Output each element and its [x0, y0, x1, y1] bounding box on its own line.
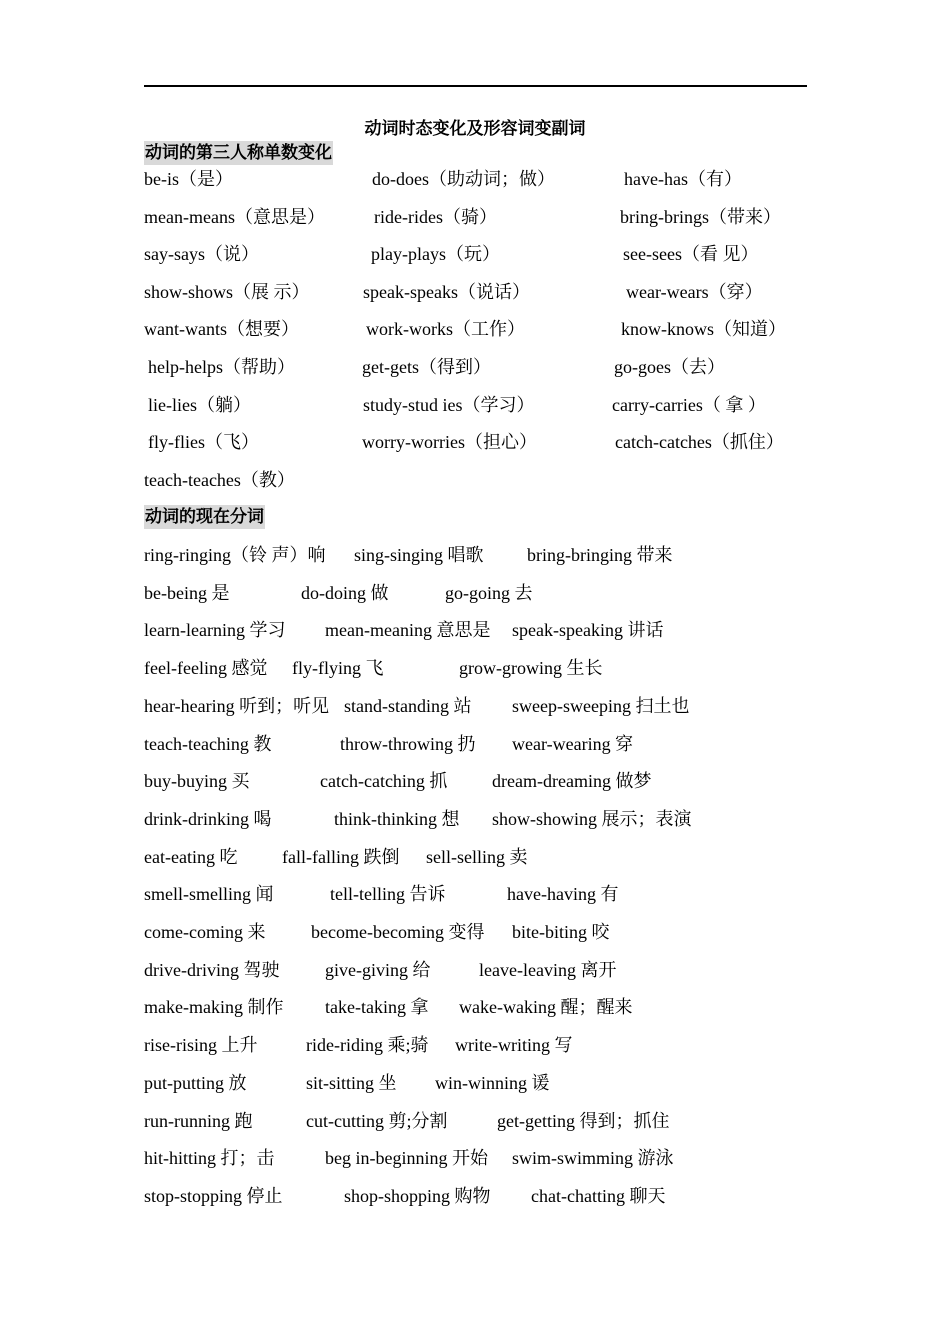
word-entry: fall-falling 跌倒 — [282, 847, 400, 867]
section-heading-present-participle: 动词的现在分词 — [145, 507, 264, 527]
word-entry: eat-eating 吃 — [144, 847, 238, 867]
word-entry: go-going 去 — [445, 583, 533, 603]
word-entry: sweep-sweeping 扫土也 — [512, 696, 690, 716]
word-entry: have-has（有） — [624, 169, 742, 189]
word-entry: make-making 制作 — [144, 997, 284, 1017]
word-entry: say-says（说） — [144, 244, 259, 264]
word-entry: teach-teaching 教 — [144, 734, 272, 754]
word-entry: rise-rising 上升 — [144, 1035, 258, 1055]
word-entry: be-is（是） — [144, 169, 233, 189]
word-entry: mean-meaning 意思是 — [325, 620, 491, 640]
word-entry: stand-standing 站 — [344, 696, 472, 716]
section-heading-third-person: 动词的第三人称单数变化 — [145, 143, 332, 163]
word-entry: see-sees（看 见） — [623, 244, 759, 264]
word-entry: bite-biting 咬 — [512, 922, 610, 942]
word-entry: wear-wearing 穿 — [512, 734, 634, 754]
word-entry: write-writing 写 — [455, 1035, 573, 1055]
word-entry: become-becoming 变得 — [311, 922, 485, 942]
word-entry: hit-hitting 打；击 — [144, 1148, 275, 1168]
word-entry: get-getting 得到；抓住 — [497, 1111, 670, 1131]
word-entry: put-putting 放 — [144, 1073, 247, 1093]
word-entry: get-gets（得到） — [362, 357, 491, 377]
word-entry: mean-means（意思是） — [144, 207, 325, 227]
word-entry: work-works（工作） — [366, 319, 525, 339]
document-title: 动词时态变化及形容词变副词 — [364, 119, 586, 139]
word-entry: catch-catches（抓住） — [615, 432, 784, 452]
word-entry: feel-feeling 感觉 — [144, 658, 268, 678]
word-entry: sing-singing 唱歌 — [354, 545, 484, 565]
word-entry: drive-driving 驾驶 — [144, 960, 280, 980]
header-rule — [144, 85, 807, 87]
word-entry: fly-flying 飞 — [292, 658, 384, 678]
word-entry: fly-flies（飞） — [148, 432, 259, 452]
word-entry: stop-stopping 停止 — [144, 1186, 283, 1206]
word-entry: hear-hearing 听到；听见 — [144, 696, 330, 716]
word-entry: grow-growing 生长 — [459, 658, 603, 678]
word-entry: come-coming 来 — [144, 922, 266, 942]
word-entry: catch-catching 抓 — [320, 771, 448, 791]
word-entry: wake-waking 醒；醒来 — [459, 997, 633, 1017]
word-entry: study-stud ies（学习） — [363, 395, 535, 415]
word-entry: do-doing 做 — [301, 583, 389, 603]
word-entry: have-having 有 — [507, 884, 619, 904]
word-entry: play-plays（玩） — [371, 244, 500, 264]
word-entry: run-running 跑 — [144, 1111, 253, 1131]
word-entry: speak-speaking 讲话 — [512, 620, 664, 640]
word-entry: ride-rides（骑） — [374, 207, 497, 227]
word-entry: tell-telling 告诉 — [330, 884, 446, 904]
word-entry: take-taking 拿 — [325, 997, 429, 1017]
word-entry: help-helps（帮助） — [148, 357, 295, 377]
word-entry: swim-swimming 游泳 — [512, 1148, 674, 1168]
word-entry: drink-drinking 喝 — [144, 809, 272, 829]
word-entry: cut-cutting 剪;分割 — [306, 1111, 448, 1131]
word-entry: dream-dreaming 做梦 — [492, 771, 652, 791]
word-entry: throw-throwing 扔 — [340, 734, 476, 754]
word-entry: leave-leaving 离开 — [479, 960, 617, 980]
word-entry: think-thinking 想 — [334, 809, 460, 829]
word-entry: learn-learning 学习 — [144, 620, 286, 640]
word-entry: sell-selling 卖 — [426, 847, 528, 867]
word-entry: go-goes（去） — [614, 357, 725, 377]
word-entry: carry-carries（ 拿 ） — [612, 395, 766, 415]
word-entry: ride-riding 乘;骑 — [306, 1035, 429, 1055]
word-entry: bring-brings（带来） — [620, 207, 781, 227]
word-entry: teach-teaches（教） — [144, 470, 295, 490]
word-entry: show-showing 展示；表演 — [492, 809, 692, 829]
word-entry: want-wants（想要） — [144, 319, 299, 339]
word-entry: worry-worries（担心） — [362, 432, 537, 452]
word-entry: shop-shopping 购物 — [344, 1186, 491, 1206]
word-entry: beg in-beginning 开始 — [325, 1148, 488, 1168]
word-entry: show-shows（展 示） — [144, 282, 310, 302]
word-entry: chat-chatting 聊天 — [531, 1186, 666, 1206]
word-entry: win-winning 谖 — [435, 1073, 550, 1093]
word-entry: smell-smelling 闻 — [144, 884, 274, 904]
word-entry: bring-bringing 带来 — [527, 545, 673, 565]
word-entry: do-does（助动词；做） — [372, 169, 555, 189]
word-entry: speak-speaks（说话） — [363, 282, 530, 302]
word-entry: be-being 是 — [144, 583, 230, 603]
word-entry: buy-buying 买 — [144, 771, 250, 791]
word-entry: sit-sitting 坐 — [306, 1073, 397, 1093]
word-entry: ring-ringing（铃 声）响 — [144, 545, 326, 565]
word-entry: give-giving 给 — [325, 960, 431, 980]
word-entry: wear-wears（穿） — [626, 282, 763, 302]
word-entry: lie-lies（躺） — [148, 395, 251, 415]
word-entry: know-knows（知道） — [621, 319, 786, 339]
